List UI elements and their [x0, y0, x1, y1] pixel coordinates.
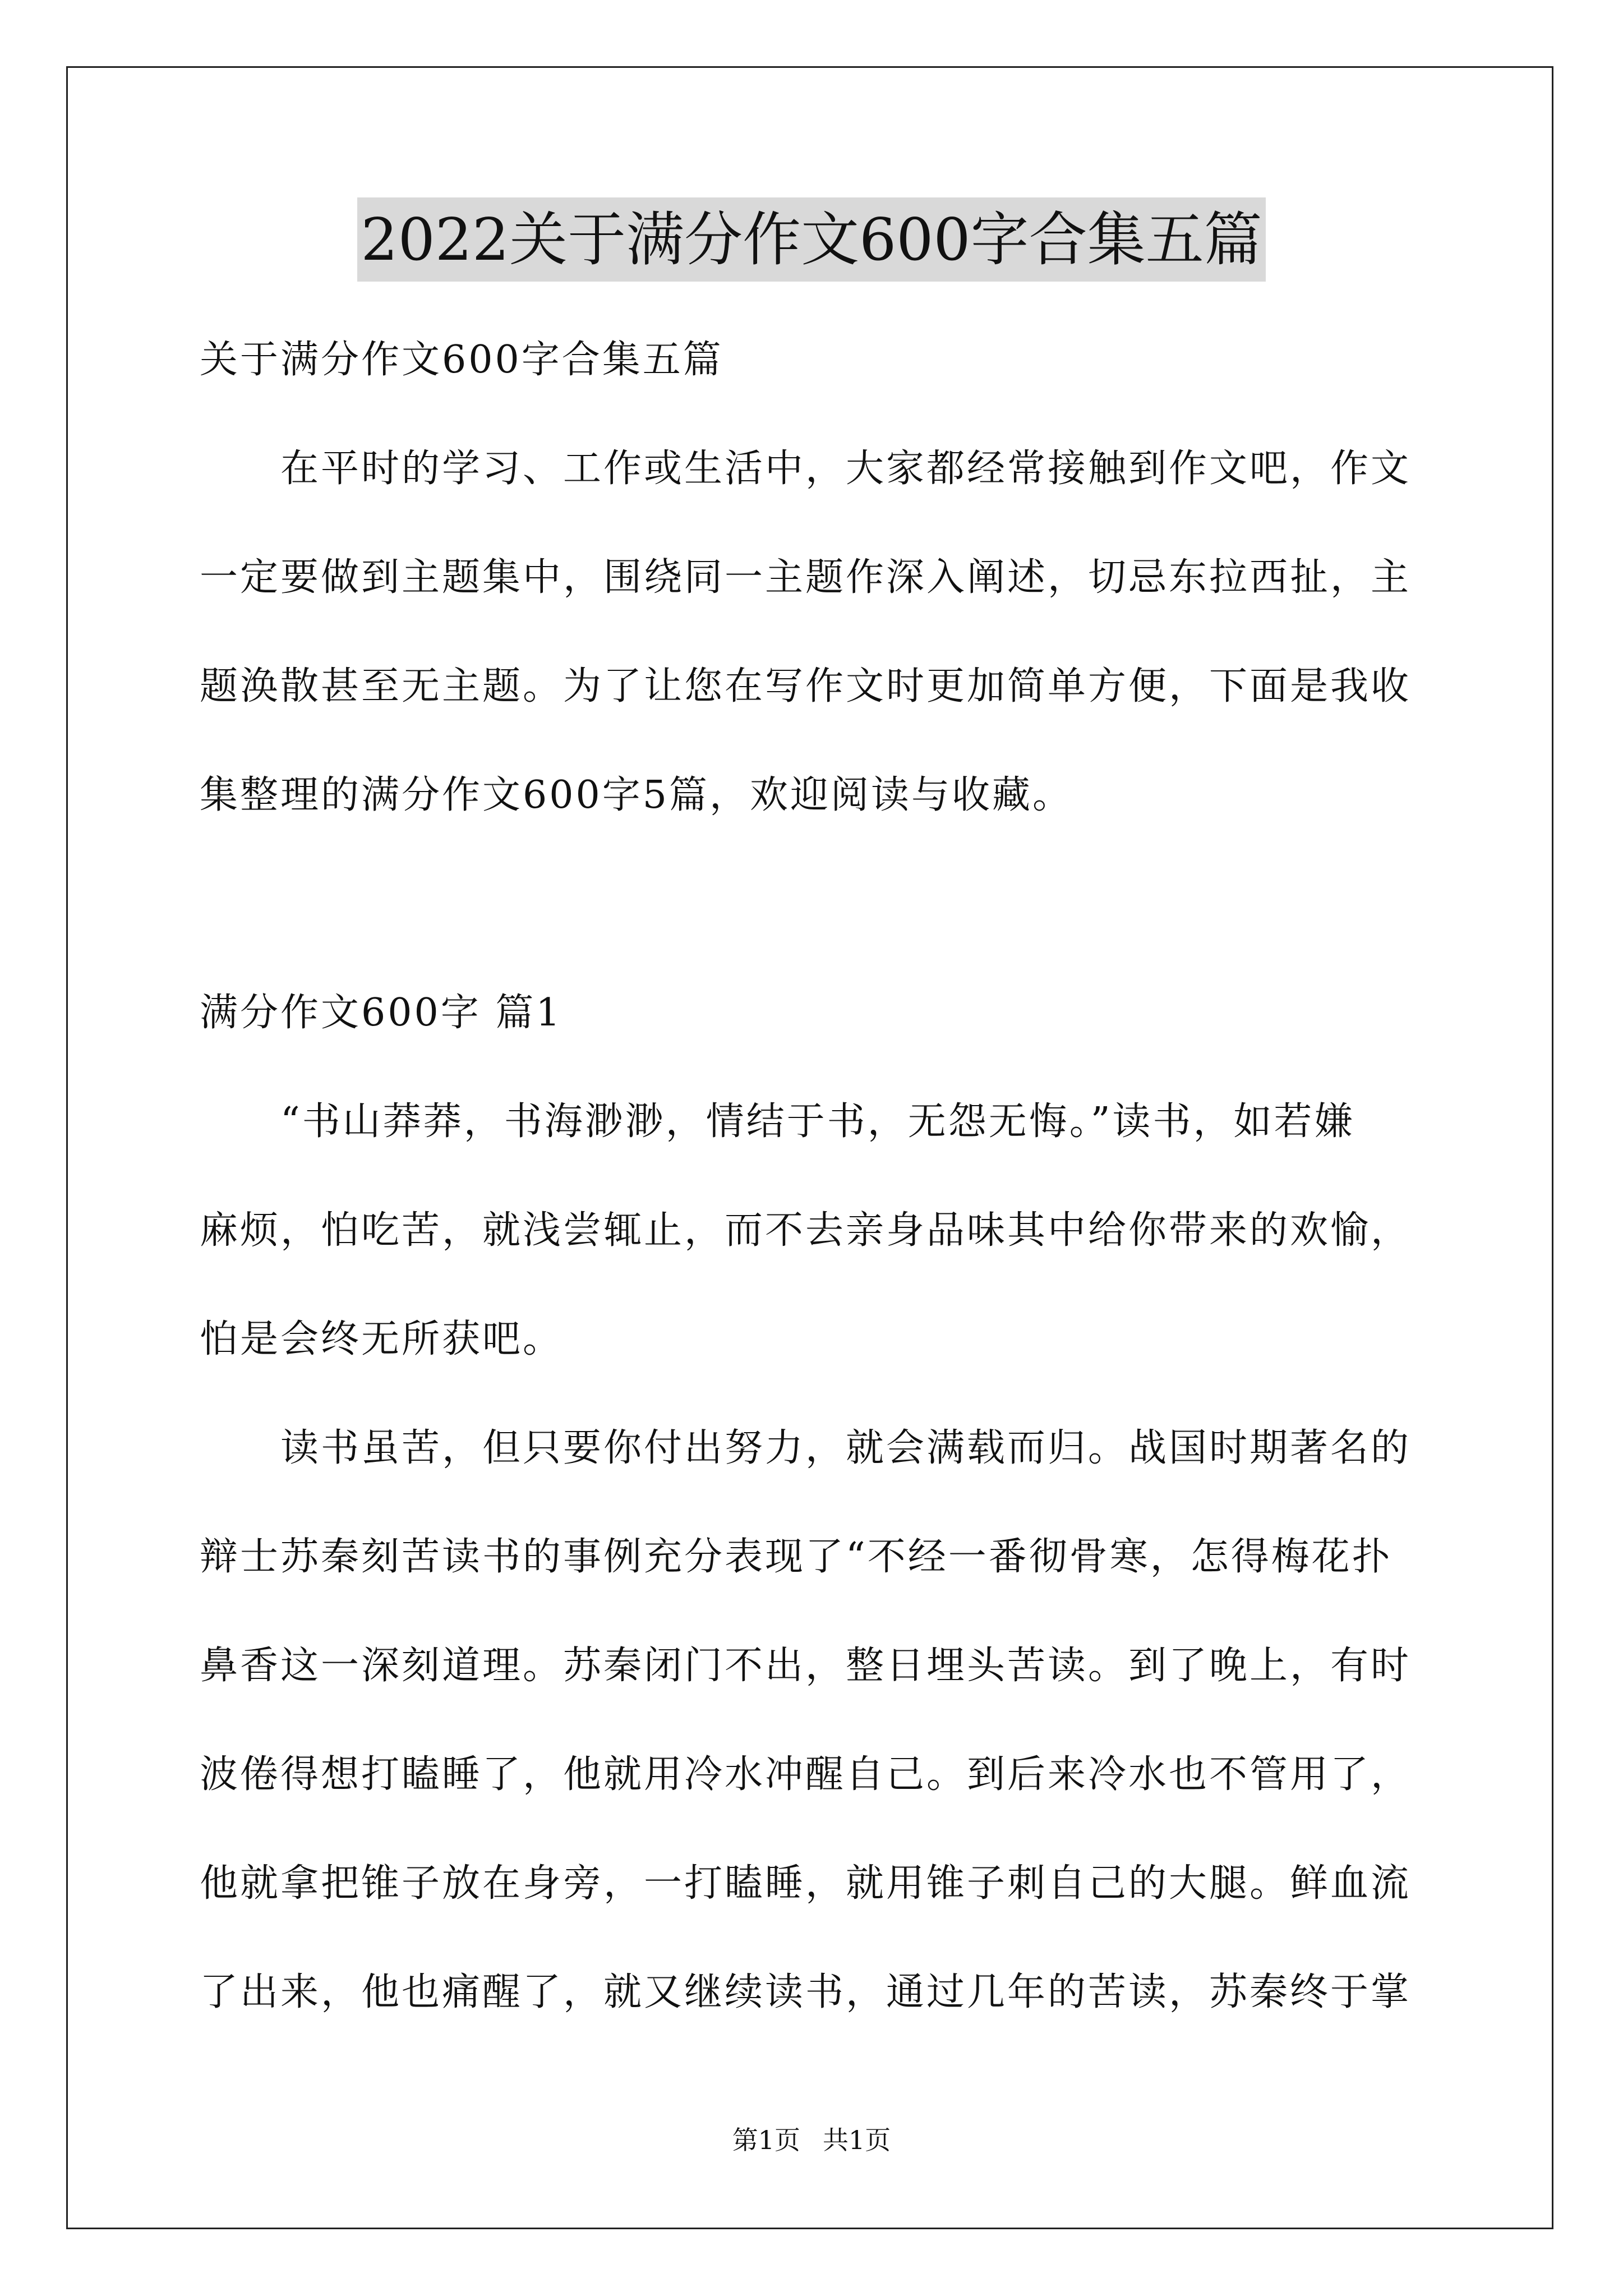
- paragraph-line: 读书虽苦，但只要你付出努力，就会满载而归。战国时期著名的: [200, 1426, 1412, 1470]
- paragraph-line: 了出来，他也痛醒了，就又继续读书，通过几年的苦读，苏秦终于掌: [200, 1970, 1412, 2014]
- subtitle: 关于满分作文600字合集五篇: [200, 338, 723, 382]
- paragraph-line: “书山莽莽，书海渺渺，情结于书，无怨无悔。”读书，如若嫌: [200, 1099, 1355, 1144]
- section-heading: 满分作文600字 篇1: [200, 991, 562, 1035]
- blank-line: [200, 850, 1428, 959]
- paragraph-line: 波倦得想打瞌睡了，他就用冷水冲醒自己。到后来冷水也不管用了，: [200, 1752, 1412, 1797]
- document-title: 2022关于满分作文600字合集五篇: [357, 197, 1265, 282]
- page-total: 共1页: [823, 2125, 891, 2155]
- paragraph-line: 辩士苏秦刻苦读书的事例充分表现了“不经一番彻骨寒，怎得梅花扑: [200, 1535, 1393, 1579]
- intro-line: 题涣散甚至无主题。为了让您在写作文时更加简单方便，下面是我收: [200, 664, 1412, 708]
- paragraph-line: 麻烦，怕吃苦，就浅尝辄止，而不去亲身品味其中给你带来的欢愉，: [200, 1208, 1412, 1253]
- paragraph-line: 他就拿把锥子放在身旁，一打瞌睡，就用锥子刺自己的大腿。鲜血流: [200, 1861, 1412, 1906]
- page-footer: [0, 2123, 1623, 2157]
- intro-line: 在平时的学习、工作或生活中，大家都经常接触到作文吧，作文: [200, 447, 1412, 491]
- paragraph-line: 鼻香这一深刻道理。苏秦闭门不出，整日埋头苦读。到了晚上，有时: [200, 1644, 1412, 1688]
- page-number: 第1页: [732, 2125, 800, 2155]
- document-body: [200, 306, 1428, 2047]
- intro-line: 一定要做到主题集中，围绕同一主题作深入阐述，切忌东拉西扯，主: [200, 555, 1412, 600]
- paragraph-line: 怕是会终无所获吧。: [200, 1317, 564, 1361]
- intro-line: 集整理的满分作文600字5篇，欢迎阅读与收藏。: [200, 773, 1073, 817]
- title-container: [0, 197, 1623, 282]
